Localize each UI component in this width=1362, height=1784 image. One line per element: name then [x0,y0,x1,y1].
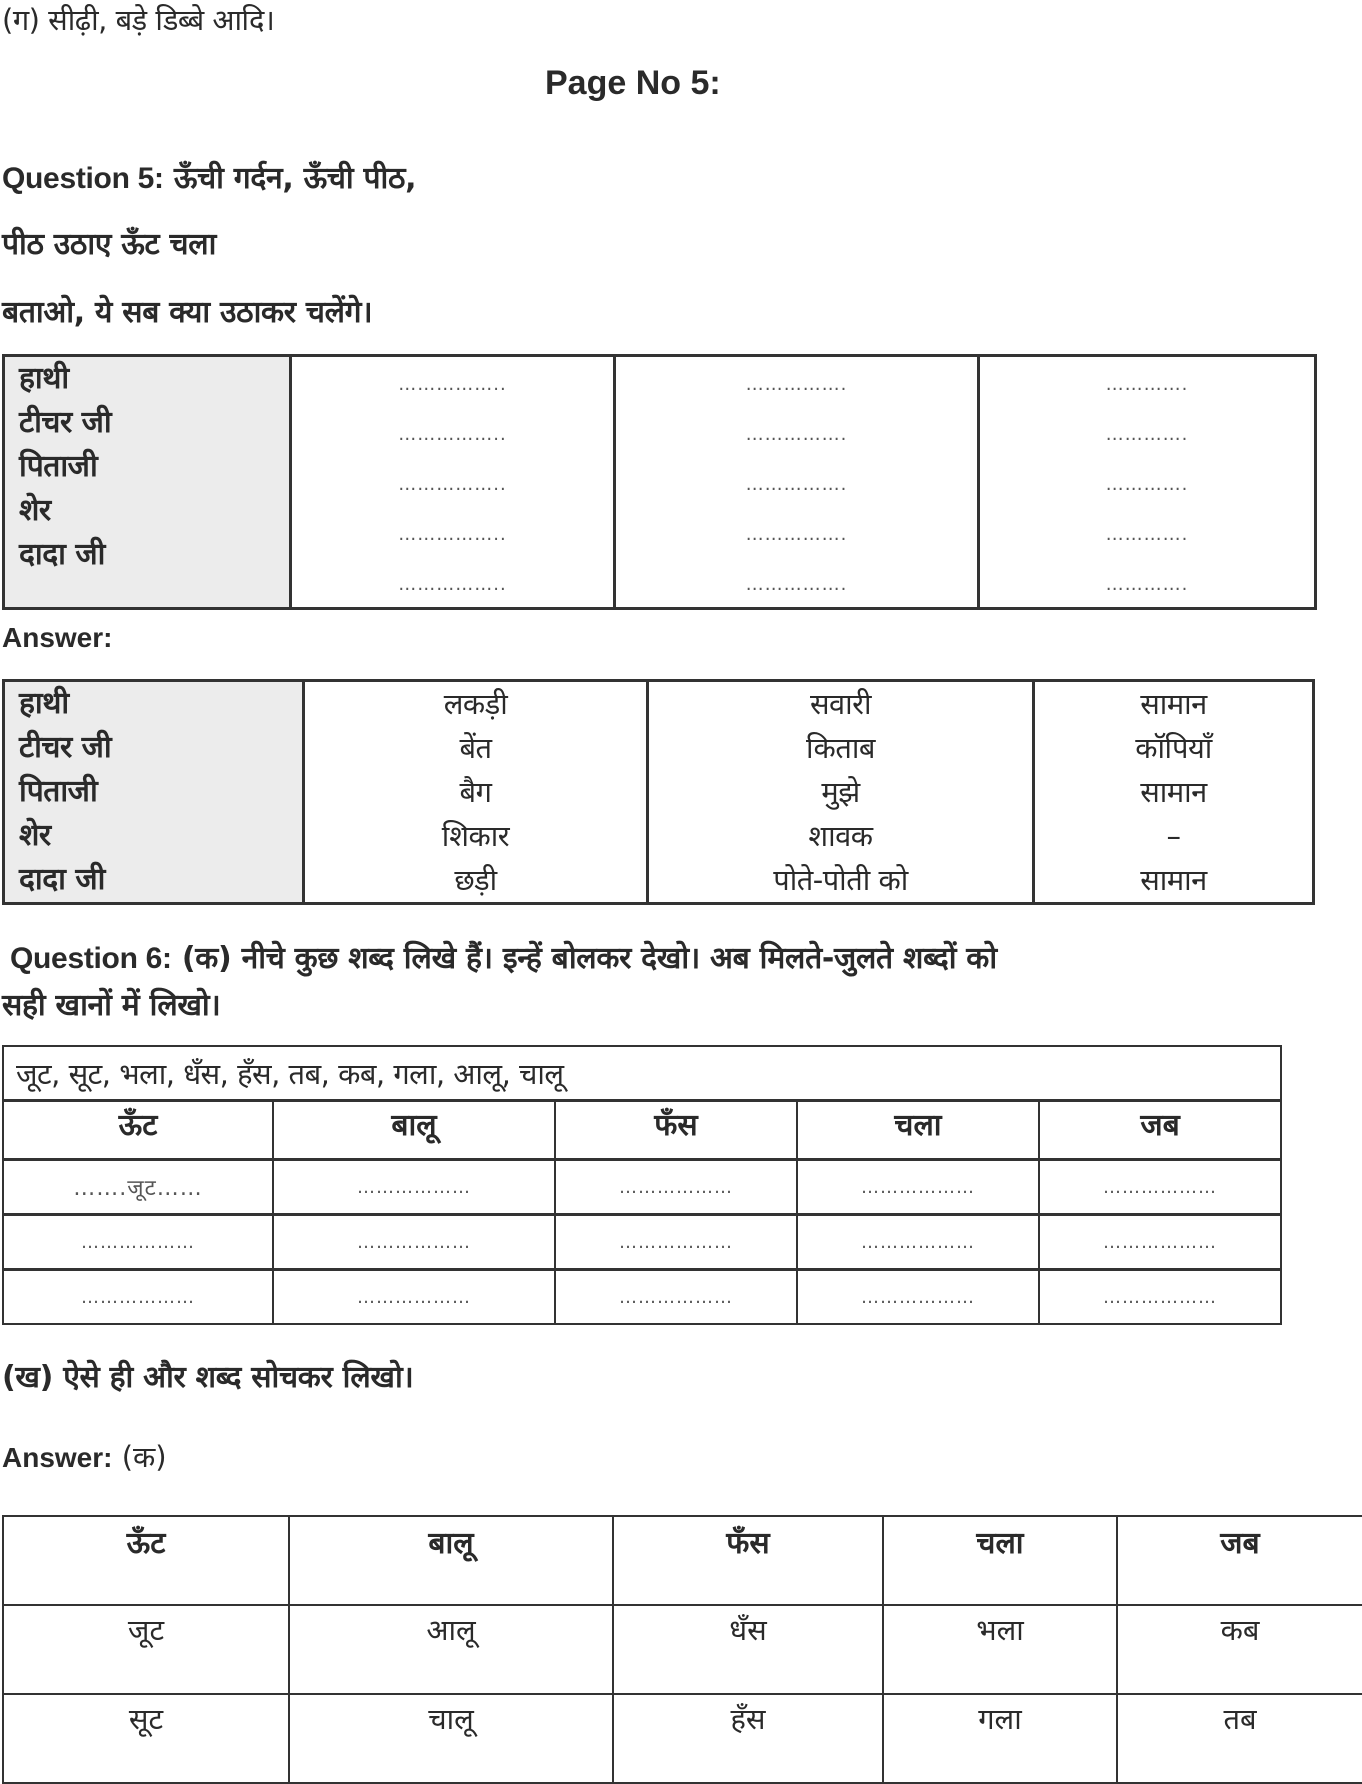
answer-cell: शिकार [441,819,510,853]
answer-cell: सामान [1140,863,1207,897]
blank-cell: ……………. [745,424,848,445]
question5-line1 [2,156,416,197]
answer-cell: कब [1117,1605,1362,1694]
question5-poem-line3: बताओ, ये सब क्या उठाकर चलेंगे। [2,295,373,330]
answer-cell: चालू [289,1694,613,1783]
blank-cell: …………….. [398,424,507,445]
question5-poem-line1: ऊँची गर्दन, ऊँची पीठ, [173,161,417,196]
blank-cell: ……………. [745,524,848,545]
blank-cell: ……………… [797,1270,1039,1325]
blank-cell: ……………… [273,1215,555,1270]
blank-cell: ……………… [1039,1270,1281,1325]
answer-cell: – [1166,819,1181,853]
blank-cell: …………….. [398,524,507,545]
answer-cell: पोते-पोती को [773,863,908,897]
answer-cell: धँस [613,1605,883,1694]
blank-column [979,356,1316,609]
blank-column [615,356,979,609]
answer-cell: सवारी [809,687,872,721]
answer-column [648,681,1034,904]
word-list: जूट, सूट, भला, धँस, हँस, तब, कब, गला, आलू, चालू [3,1046,1281,1101]
blank-cell: …………. [1105,424,1189,445]
blank-cell: …………. [1105,474,1189,495]
answer-cell: गला [883,1694,1117,1783]
blank-cell: ……………. [745,474,848,495]
answer-cell: बेंत [459,731,492,765]
answer-cell: तब [1117,1694,1362,1783]
header-cell: फँस [555,1101,797,1160]
header-cell: ऊँट [3,1516,289,1605]
answer-cell: सामान [1140,687,1207,721]
blank-cell: ……………… [1039,1160,1281,1215]
table-row [3,1160,1281,1215]
question6-blank-table [2,1045,1282,1325]
name-cell: शेर [19,818,51,853]
blank-cell: …………. [1105,574,1189,595]
header-cell: फँस [613,1516,883,1605]
header-cell: चला [797,1101,1039,1160]
name-cell: शेर [19,493,51,528]
answer-cell: हँस [613,1694,883,1783]
name-column [4,681,304,904]
question6-instruction-cont: सही खानों में लिखो। [2,988,221,1023]
blank-cell: …………….. [398,374,507,395]
answer-cell: मुझे [821,775,860,809]
header-cell: ऊँट [3,1101,273,1160]
answer-cell: किताब [806,731,875,765]
question6-text [10,936,997,977]
question6-answer-label: Answer: [2,1442,113,1473]
question5-answer-table [2,679,1315,905]
question6-label: Question 6: [10,942,172,975]
blank-cell: ……………… [555,1215,797,1270]
table-row [3,1270,1281,1325]
blank-cell: ……………. [745,374,848,395]
answer-cell: सूट [3,1694,289,1783]
blank-cell: …………. [1105,374,1189,395]
answer-cell: आलू [289,1605,613,1694]
question5-answer-label: Answer: [2,622,113,653]
name-cell: दादा जी [19,537,105,572]
blank-cell: ……………… [797,1160,1039,1215]
answer-cell: सामान [1140,775,1207,809]
header-cell: बालू [289,1516,613,1605]
answer-cell: जूट [3,1605,289,1694]
header-cell: जब [1117,1516,1362,1605]
blank-cell: ……………. [745,574,848,595]
question6-answer-part: (क) [121,1440,167,1474]
name-cell: टीचर जी [19,730,112,765]
header-cell: चला [883,1516,1117,1605]
blank-cell: …………….. [398,574,507,595]
question5-blank-table [2,354,1317,610]
blank-cell: ……………… [3,1215,273,1270]
page-heading: Page No 5: [545,64,721,102]
header-cell: जब [1039,1101,1281,1160]
question6-answer-heading [2,1437,167,1476]
question5-label: Question 5: [2,162,164,195]
answer-cell: बैग [459,775,492,809]
blank-cell: ……………… [555,1160,797,1215]
blank-cell: ……………… [1039,1215,1281,1270]
table-row [3,1605,1362,1694]
name-cell: पिताजी [19,774,98,809]
question6-instruction: (क) नीचे कुछ शब्द लिखे हैं। इन्हें बोलकर देखो। अब मिलते-जुलते शब्दों को [181,941,997,976]
answer-cell: लकड़ी [443,687,508,721]
blank-cell: …….जूट…… [3,1160,273,1215]
blank-cell: ……………… [273,1270,555,1325]
name-cell: हाथी [19,361,69,396]
answer-column [1034,681,1314,904]
answer-cell: शावक [808,819,873,853]
blank-cell: ……………… [273,1160,555,1215]
blank-cell: …………. [1105,524,1189,545]
answer-column [304,681,648,904]
name-column [4,356,291,609]
table-row [3,1215,1281,1270]
answer-cell: भला [883,1605,1117,1694]
blank-cell: ……………… [3,1270,273,1325]
name-cell: दादा जी [19,862,105,897]
blank-cell: ……………… [797,1215,1039,1270]
name-cell: टीचर जी [19,405,112,440]
blank-cell: ……………… [555,1270,797,1325]
name-cell: पिताजी [19,449,98,484]
question6-part-b: (ख) ऐसे ही और शब्द सोचकर लिखो। [2,1360,414,1395]
name-cell: हाथी [19,686,69,721]
answer-cell: कॉपियाँ [1135,731,1212,765]
blank-cell: …………….. [398,474,507,495]
question5-poem-line2: पीठ उठाए ऊँट चला [2,227,217,262]
blank-column [291,356,615,609]
header-cell: बालू [273,1101,555,1160]
previous-answer-text: (ग) सीढ़ी, बड़े डिब्बे आदि। [2,3,275,37]
answer-cell: छड़ी [454,863,497,897]
question6-answer-table [2,1515,1362,1784]
